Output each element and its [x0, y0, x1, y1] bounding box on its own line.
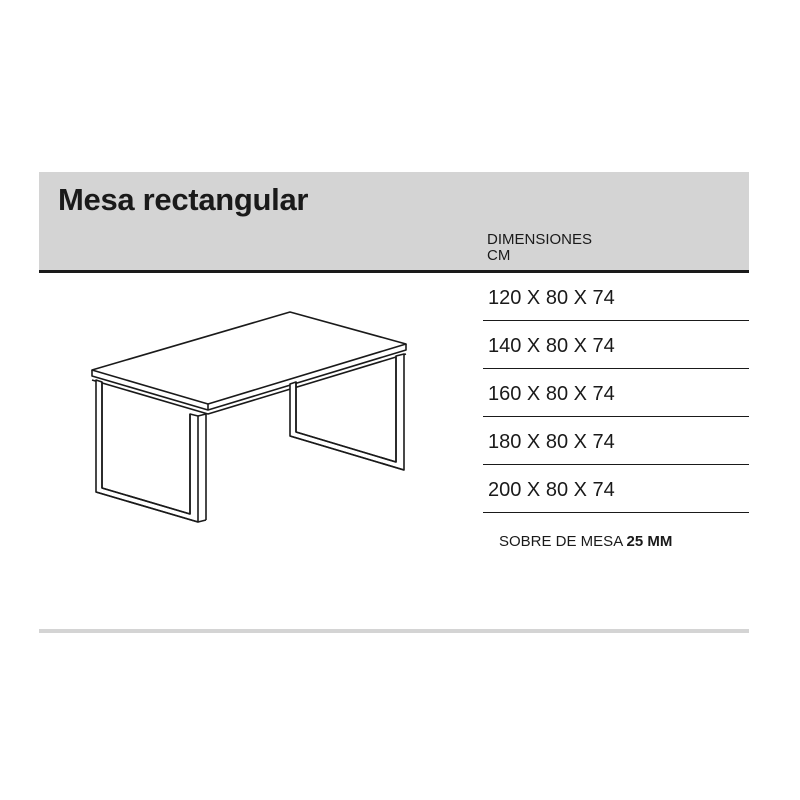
dimension-value: 120 X 80 X 74 — [488, 287, 615, 309]
dimensions-unit: CM — [487, 247, 511, 264]
dimension-row — [483, 369, 749, 417]
note-text: SOBRE DE MESA — [499, 533, 627, 550]
dimension-value: 180 X 80 X 74 — [488, 431, 615, 453]
note-value: 25 MM — [626, 533, 673, 550]
dimensions-heading — [487, 232, 592, 264]
footer-divider — [39, 629, 749, 633]
dimension-value: 140 X 80 X 74 — [488, 335, 615, 357]
header-band — [39, 172, 749, 273]
dimension-row — [483, 417, 749, 465]
page-title: Mesa rectangular — [58, 182, 309, 217]
dimension-row — [483, 321, 749, 369]
tabletop-thickness-note — [499, 533, 672, 550]
dimension-value: 200 X 80 X 74 — [488, 479, 615, 501]
dimensions-label: DIMENSIONES — [487, 231, 593, 248]
dimension-row — [483, 273, 749, 321]
dimension-row — [483, 465, 749, 513]
rectangular-table-icon — [80, 300, 420, 530]
dimension-value: 160 X 80 X 74 — [488, 383, 615, 405]
dimensions-list — [483, 273, 749, 513]
